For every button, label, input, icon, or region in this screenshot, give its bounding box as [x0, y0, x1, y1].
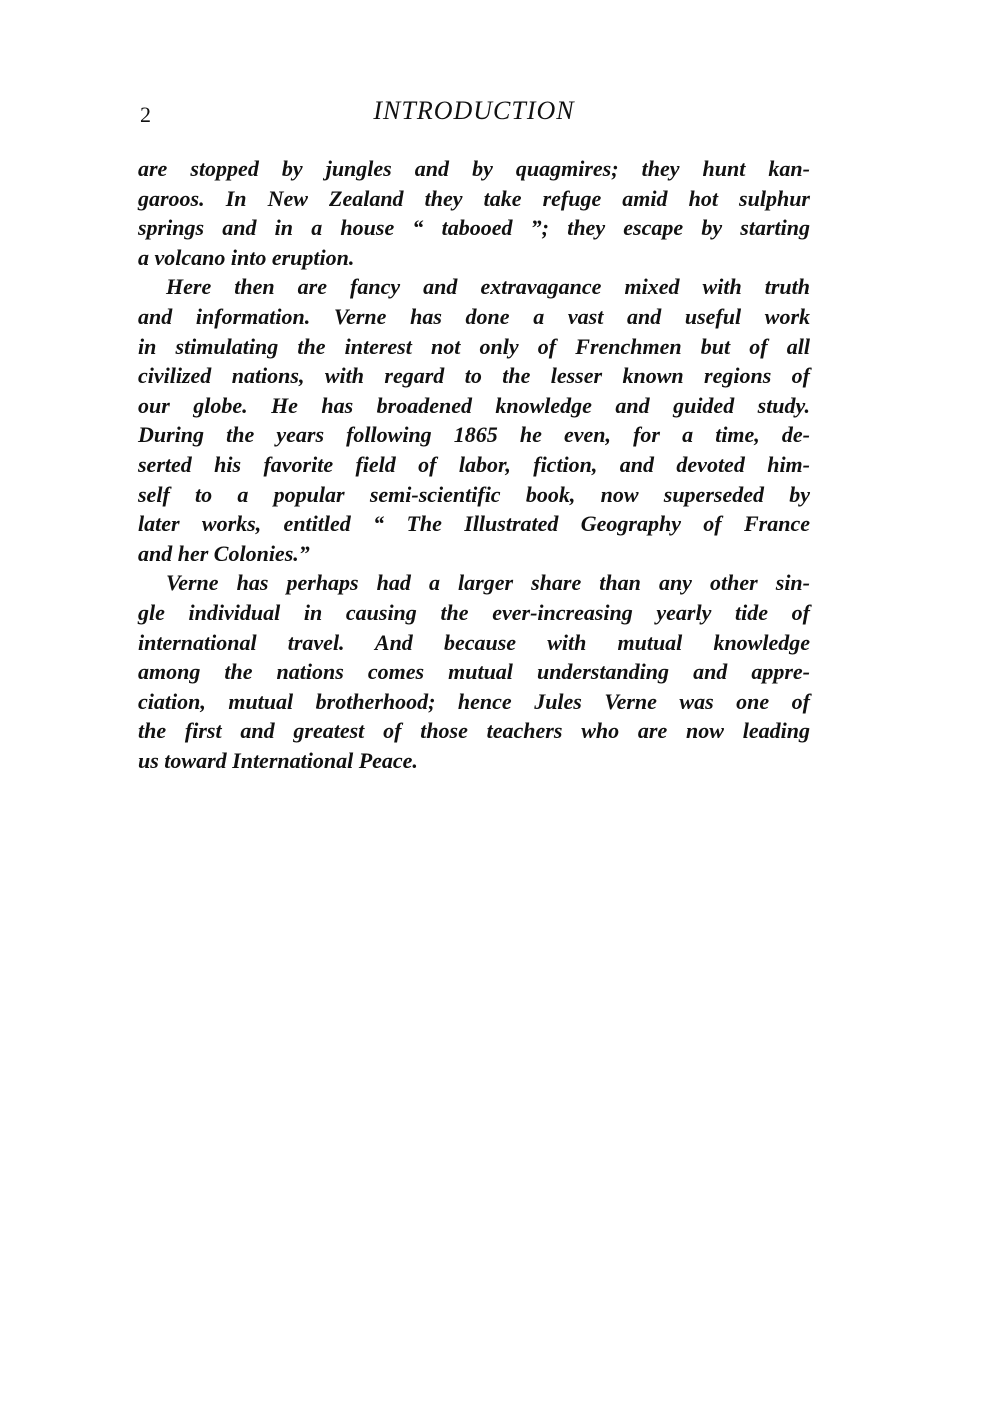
text-line: serted his favorite field of labor, fiction, and devoted him-: [138, 451, 810, 477]
body-text: [138, 154, 810, 775]
text-line: Verne has perhaps had a larger share than any other sin-: [166, 570, 810, 596]
paragraph-2: [138, 272, 810, 568]
text-line: our globe. He has broadened knowledge and guided study.: [138, 392, 810, 418]
text-line: are stopped by jungles and by quagmires; they hunt kan-: [138, 156, 810, 181]
text-line: Here then are fancy and extravagance mixed with truth: [166, 274, 810, 300]
text-line: self to a popular semi-scientific book, now superseded by: [138, 481, 810, 507]
text-line: ciation, mutual brotherhood; hence Jules Verne was one of: [138, 688, 810, 714]
text-line: and information. Verne has done a vast and useful work: [138, 303, 810, 329]
text-line: in stimulating the interest not only of Frenchmen but of all: [138, 333, 810, 359]
text-line: later works, entitled “ The Illustrated Geography of France: [138, 511, 810, 537]
paragraph-3: [138, 568, 810, 775]
text-line: the first and greatest of those teachers who are now leading: [138, 718, 810, 744]
text-line: During the years following 1865 he even, for a time, de-: [138, 422, 810, 448]
page-header: [138, 96, 810, 132]
text-line: garoos. In New Zealand they take refuge amid hot sulphur: [138, 185, 810, 211]
text-line: and her Colonies.”: [138, 540, 310, 566]
page-number: 2: [140, 102, 151, 127]
text-line: civilized nations, with regard to the lesser known regions of: [138, 363, 810, 389]
paragraph-1: [138, 154, 810, 272]
text-line: gle individual in causing the ever-increasing yearly tide of: [138, 599, 810, 625]
text-line: a volcano into eruption.: [138, 244, 355, 270]
text-line: us toward International Peace.: [138, 747, 418, 773]
running-head: INTRODUCTION: [373, 96, 575, 125]
text-line: international travel. And because with mutual knowledge: [138, 629, 810, 655]
text-line: springs and in a house “ tabooed ”; they escape by starting: [138, 215, 810, 241]
text-line: among the nations comes mutual understanding and appre-: [138, 659, 810, 685]
